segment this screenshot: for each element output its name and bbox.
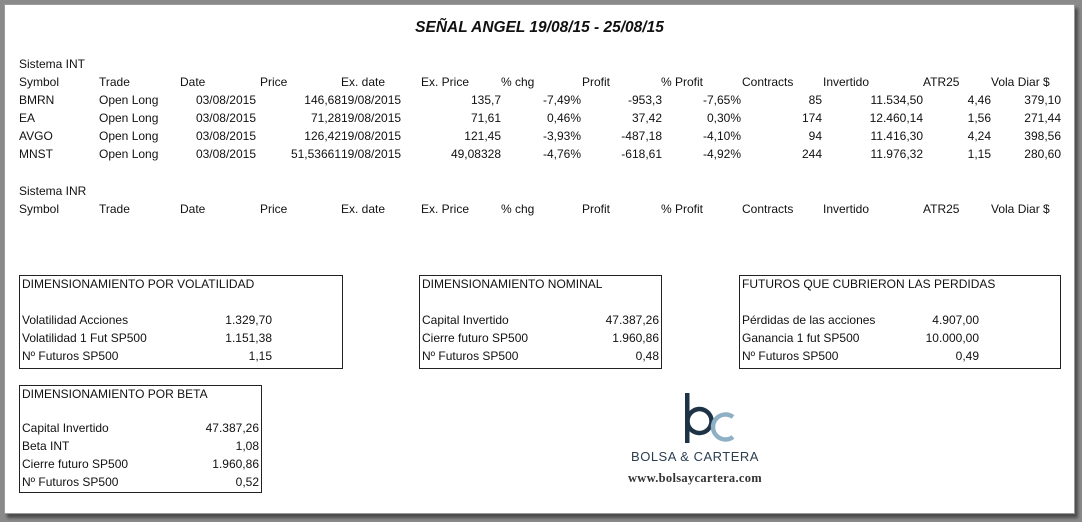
column-header: Ex. date [341, 202, 386, 216]
panel-row-label: Cierre futuro SP500 [22, 457, 129, 471]
table-cell: 1,56 [967, 111, 991, 125]
table-cell: Open Long [99, 93, 159, 107]
bolsa-cartera-logo [605, 391, 785, 491]
table-cell: 71,61 [470, 111, 501, 125]
column-header: Profit [582, 75, 611, 89]
table-cell: 126,42 [304, 129, 341, 143]
panel-row-value: 47.387,26 [605, 313, 659, 327]
table-cell: BMRN [19, 93, 55, 107]
panel-row-label: Nº Futuros SP500 [22, 349, 119, 363]
table-cell: MNST [19, 147, 53, 161]
column-header: ATR25 [923, 202, 960, 216]
panel-row-value: 1.960,86 [212, 457, 259, 471]
column-header: Contracts [742, 75, 794, 89]
column-header: Symbol [19, 75, 60, 89]
panel-row-value: 0,52 [235, 475, 259, 489]
table-cell: 19/08/2015 [341, 129, 402, 143]
column-header: % Profit [661, 75, 704, 89]
column-header: Price [260, 75, 288, 89]
column-header: Symbol [19, 202, 60, 216]
column-header: Ex. date [341, 75, 386, 89]
table-cell: Open Long [99, 129, 159, 143]
table-cell: 379,10 [1024, 93, 1061, 107]
panel-title: DIMENSIONAMIENTO POR BETA [22, 387, 208, 401]
table-cell: 398,56 [1024, 129, 1061, 143]
logo-url: www.bolsaycartera.com [627, 471, 763, 485]
column-header: Trade [99, 202, 130, 216]
column-header: Profit [582, 202, 611, 216]
column-header: Invertido [823, 75, 870, 89]
column-header: Price [260, 202, 288, 216]
section-label-inr: Sistema INR [19, 184, 87, 198]
panel-row-label: Cierre futuro SP500 [422, 331, 529, 345]
panel-row-value: 1,15 [248, 349, 272, 363]
panel-row-value: 0,48 [635, 349, 659, 363]
panel-row-label: Pérdidas de las acciones [742, 313, 876, 327]
table-cell: 271,44 [1024, 111, 1061, 125]
panel-row-value: 1.151,38 [225, 331, 272, 345]
table-cell: 03/08/2015 [195, 111, 256, 125]
panel-row-value: 47.387,26 [205, 421, 259, 435]
table-cell: -487,18 [621, 129, 662, 143]
panel-row-label: Capital Invertido [422, 313, 509, 327]
table-cell: 121,45 [464, 129, 501, 143]
table-cell: -4,10% [702, 129, 741, 143]
column-header: Vola Diar $ [991, 75, 1050, 89]
table-cell: 03/08/2015 [195, 147, 256, 161]
table-cell: -953,3 [627, 93, 662, 107]
panel-row-label: Beta INT [22, 439, 70, 453]
column-header: Date [180, 75, 206, 89]
table-cell: -4,92% [702, 147, 741, 161]
column-header: Trade [99, 75, 130, 89]
panel-title: DIMENSIONAMIENTO POR VOLATILIDAD [22, 277, 255, 291]
table-cell: 49,08328 [450, 147, 501, 161]
panel-title: FUTUROS QUE CUBRIERON LAS PERDIDAS [742, 277, 996, 291]
table-cell: EA [19, 111, 36, 125]
panel-row-label: Volatilidad 1 Fut SP500 [22, 331, 147, 345]
table-cell: 0,30% [706, 111, 741, 125]
panel-row-value: 1,08 [235, 439, 259, 453]
bc-logo-icon [605, 391, 785, 447]
table-cell: 11.534,50 [870, 93, 923, 107]
table-cell: 244 [801, 147, 822, 161]
table-cell: -618,61 [621, 147, 662, 161]
panel-row-value: 4.907,00 [932, 313, 979, 327]
column-header: Invertido [823, 202, 870, 216]
panel-row-label: Ganancia 1 fut SP500 [742, 331, 860, 345]
table-cell: 11.416,30 [870, 129, 923, 143]
spreadsheet-sheet [4, 4, 1075, 514]
table-cell: 1,15 [967, 147, 991, 161]
panel-title: DIMENSIONAMIENTO NOMINAL [422, 277, 603, 291]
panel-row-label: Nº Futuros SP500 [422, 349, 519, 363]
table-cell: AVGO [19, 129, 53, 143]
table-cell: 4,24 [967, 129, 991, 143]
logo-brand-name: BOLSA & CARTERA [631, 449, 759, 464]
table-cell: 0,46% [546, 111, 581, 125]
table-cell: 19/08/2015 [341, 147, 402, 161]
table-cell: -3,93% [542, 129, 581, 143]
column-header: Vola Diar $ [991, 202, 1050, 216]
column-header: % chg [501, 202, 535, 216]
panel-row-label: Volatilidad Acciones [22, 313, 129, 327]
panel-row-label: Nº Futuros SP500 [22, 475, 119, 489]
table-cell: 71,28 [310, 111, 341, 125]
column-header: % Profit [661, 202, 704, 216]
panel-row-label: Capital Invertido [22, 421, 109, 435]
column-header: Contracts [742, 202, 794, 216]
table-cell: 12.460,14 [869, 111, 923, 125]
table-cell: 51,53661 [290, 147, 341, 161]
panel-row-value: 0,49 [955, 349, 979, 363]
table-cell: 19/08/2015 [341, 111, 402, 125]
panel-row-value: 1.960,86 [612, 331, 659, 345]
table-cell: 19/08/2015 [341, 93, 402, 107]
page-title: SEÑAL ANGEL 19/08/15 - 25/08/15 [415, 19, 664, 36]
table-cell: 280,60 [1024, 147, 1061, 161]
table-cell: 146,68 [304, 93, 341, 107]
column-header: Ex. Price [421, 202, 470, 216]
table-cell: 4,46 [967, 93, 991, 107]
table-cell: 03/08/2015 [195, 129, 256, 143]
section-label-int: Sistema INT [19, 57, 86, 71]
panel-row-label: Nº Futuros SP500 [742, 349, 839, 363]
column-header: % chg [501, 75, 535, 89]
column-header: Ex. Price [421, 75, 470, 89]
table-cell: 03/08/2015 [195, 93, 256, 107]
table-cell: 174 [801, 111, 822, 125]
table-cell: 94 [808, 129, 822, 143]
table-cell: 11.976,32 [870, 147, 923, 161]
table-cell: 135,7 [470, 93, 501, 107]
table-cell: -4,76% [542, 147, 581, 161]
table-cell: 85 [808, 93, 822, 107]
table-cell: -7,65% [702, 93, 741, 107]
column-header: ATR25 [923, 75, 960, 89]
table-cell: 37,42 [631, 111, 662, 125]
panel-row-value: 1.329,70 [225, 313, 272, 327]
table-cell: -7,49% [542, 93, 581, 107]
panel-row-value: 10.000,00 [925, 331, 979, 345]
table-cell: Open Long [99, 147, 159, 161]
column-header: Date [180, 202, 206, 216]
table-cell: Open Long [99, 111, 159, 125]
